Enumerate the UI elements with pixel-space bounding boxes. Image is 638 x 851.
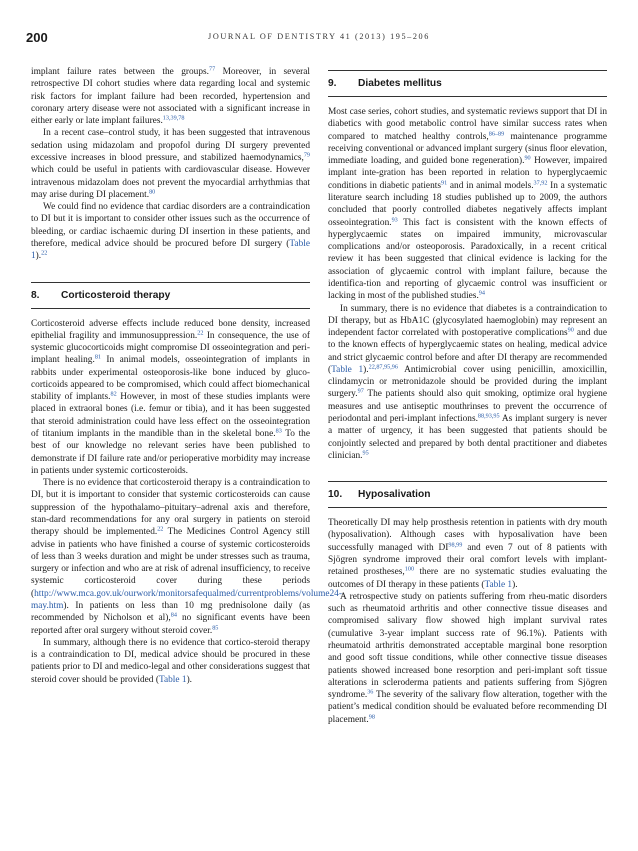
citation-ref[interactable]: 22,87,95,96 xyxy=(368,363,398,371)
inline-link[interactable]: Table 1 xyxy=(158,674,187,685)
citation-ref[interactable]: 13,39,78 xyxy=(162,114,185,122)
inline-link[interactable]: http://www.mca.gov.uk/ourwork/monitorsafequalmed/currentproblems/volume24-may.htm xyxy=(31,588,342,611)
citation-ref[interactable]: 97 xyxy=(357,387,364,395)
section-heading-9 xyxy=(328,70,607,97)
citation-ref[interactable]: 22 xyxy=(41,249,48,257)
citation-ref[interactable]: 91 xyxy=(440,179,448,187)
citation-ref[interactable]: 85 xyxy=(212,624,219,632)
left-column xyxy=(31,65,342,686)
paragraph: implant failure rates between the groups.$^{77}$ Moreover, in several retrospective DI cohort studies where data regarding local and systemic risk factors for implant failure had been recorded, hypertension and coronary artery disease were not associated with a significant increase in either early or late implant failures.$^{13,39,78}$ xyxy=(31,65,311,127)
citation-ref[interactable]: 90 xyxy=(567,326,574,334)
citation-ref[interactable]: 81 xyxy=(94,353,101,361)
paragraph: Most case series, cohort studies, and systematic reviews support that DI in diabetics with good metabolic control have similar success rates when compared to matched healthy controls,$^{86-89}$ maintenance programme receiving conventional or advanced implant surgery (sinus floor elevation, immediate loading, and guided bone regeneration).$^{90}$ However, impaired implant inte-gration has been reported in relation to hyperglycaemic conditions in diabetic patients$^{91}$ and in animal models.$^{37,92}$ In a systematic literature search including 18 studies published up to 2009, the authors concluded that poorly controlled diabetes negatively affects implant osseointegration.$^{93}$ This fact is consistent with the known effects of hyperglycaemic states on impaired immunity, microvascular complications and/or osteoporosis. Paradoxically, in a recent critical review it has been suggested that clinical evidence is lacking for the association of glycaemic control with implant failure, because the identifica-tion and reporting of glycaemic control was insufficient or lacking in most of the published studies.$^{94}$ xyxy=(328,107,608,302)
citation-ref[interactable]: 98,99 xyxy=(448,541,463,549)
section-title: Corticosteroid therapy xyxy=(61,289,171,301)
citation-ref[interactable]: 83 xyxy=(275,427,282,435)
citation-ref[interactable]: 98 xyxy=(368,713,375,721)
paragraph: We could find no evidence that cardiac disorders are a contraindication to DI but it is important to consider other issues such as the occurrence of bleeding, or cardiac ischaemic during DI insertion in these patients, and therefore, medical advice should be procured before DI surgery (Table 1).$^{22}$ xyxy=(31,202,310,262)
citation-ref[interactable]: 37,92 xyxy=(533,179,548,187)
inline-link[interactable]: Table 1 xyxy=(31,238,310,262)
citation-ref[interactable]: 79 xyxy=(303,151,310,159)
section-heading-8 xyxy=(31,282,310,309)
section-title: Diabetes mellitus xyxy=(358,78,442,89)
citation-ref[interactable]: 22 xyxy=(157,525,164,533)
citation-ref[interactable]: 86–89 xyxy=(488,130,505,138)
paragraph: In summary, there is no evidence that diabetes is a contraindication to DI therapy, but as HbA1C (glycosylated haemoglobin) may represent an independent factor correlated with postoperative complications$^{90}$ and due to the known effects of hyperglycaemic states on healing, medical advice and strict glycaemic control before and after DI therapy are recommended (Table 1).$^{22,87,95,96}$ Antimicrobial cover using penicillin, amoxicillin, clindamycin or metronidazole should be provided during the implant surgery.$^{97}$ The patients should also quit smoking, optimize oral hygiene measures and use antiseptic mouthrinses to prevent the occurrence of periodontal and peri-implant infections.$^{88,93,95}$ As implant surgery is never a matter of urgency, it has been suggested that patients should be conjointly selected and prepared by both dental practitioner and diabetes clinician.$^{95}$ xyxy=(328,303,607,461)
page-number: 200 xyxy=(26,30,48,45)
citation-ref[interactable]: 80 xyxy=(149,188,156,196)
citation-ref[interactable]: 90 xyxy=(524,154,531,162)
paragraph: A retrospective study on patients suffering from rheu-matic disorders such as rheumatoid arthritis and other connective tissue diseases and compromised salivary flow showed high implant survival rates (cumulative 3-year implant success rate of 96.1%). Patients with rheumatoid arthritis demonstrated acceptable marginal bone resorption and good soft tissue conditions, while other connective tissue diseases patients showed increased bone resorption and peri-implant soft tissue alterations in scleroderma patients and patients suffering from Sjögren syndrome.$^{36}$ The severity of the salivary flow alteration, together with the patient’s medical condition should be evaluated before recommending DI placement.$^{98}$ xyxy=(328,591,607,725)
citation-ref[interactable]: 100 xyxy=(404,565,415,573)
paragraph: Theoretically DI may help prosthesis retention in patients with dry mouth (hyposalivation). Although cases with hyposalivation have been successfully managed with DI$^{98,99}$ and even 7 out of 8 patients with Sjögren syndrome improved their oral comfort levels with implant-retained prostheses,$^{100}$ there are no systematic studies evaluating the outcomes of DI therapy in these patients (Table 1). xyxy=(328,518,608,590)
citation-ref[interactable]: 88,93,95 xyxy=(477,412,500,420)
section-heading-10 xyxy=(328,481,607,508)
paragraph: Corticosteroid adverse effects include reduced bone density, increased epithelial fragility and immunosuppression.$^{22}$ In consequence, the use of systemic glucocorticoids might compromise DI osseointegration and peri-implant healing.$^{81}$ In animal models, osseointegration of implants in rabbits under experimental osteoporosis-like bone induced by gluco-corticoids appeared to be compromised, which could affect biomechanical stability of implants.$^{82}$ However, in most of these studies implants were placed in extraoral bones (i.e. femur or tibia), and it has been suggested that steroid administration could have less effect on the osseointegration of titanium implants in the mandible than in the skeletal bone.$^{83}$ To the best of our knowledge no relevant series have been published to demonstrate if DI failure rate and/or perioperative morbidity may increase in patients under systemic corticosteroids. xyxy=(31,318,311,476)
inline-link[interactable]: Table 1 xyxy=(331,364,364,375)
section-title: Hyposalivation xyxy=(358,489,431,501)
citation-ref[interactable]: 95 xyxy=(362,449,369,457)
citation-ref[interactable]: 93 xyxy=(391,216,398,224)
section-number: 8. xyxy=(31,289,40,301)
citation-ref[interactable]: 94 xyxy=(478,289,485,297)
paragraph: There is no evidence that corticosteroid therapy is a contraindication to DI, but it is important to consider that systemic corticosteroids can cause suppression of the hypothalamo–pituitary–adrenal axis and therefore, stan-dard recommendations for any oral surgery in patients on steroid therapy should be implemented.$^{22}$ The Medicines Control Agency still advise in patients who have finished a course of systemic corticosteroids of less than 3 weeks duration and might be under stresses such as trauma, surgery or infection and who are at risk of adrenal insufficiency, to receive systemic corticosteroid cover during these periods (http://www.mca.gov.uk/ourwork/monitorsafequalmed/currentproblems/volume24-may.htm). In patients on less than 10 mg prednisolone daily (as recommended by Nicholson et al),$^{84}$ no significant events have been reported after oral surgery without steroid cover.$^{85}$ xyxy=(31,478,342,636)
paragraph: In a recent case–control study, it has been suggested that intravenous sedation using midazolam and propofol during DI surgery prevented excessive increases in blood pressure, and stabilized haemodynamics,$^{79}$ which could be useful in patients with cardiovascular disease. However intravenous midazolam does not prevent the myocardial arrhythmias that may arise during DI placement.$^{80}$ xyxy=(31,128,310,200)
paragraph: In summary, although there is no evidence that cortico-steroid therapy is a contraindication to DI, medical advice should be procured in these patients prior to DI and medico-legal and other considerations suggest that steroid cover should be provided (Table 1). xyxy=(31,637,310,685)
page-header xyxy=(26,30,612,46)
citation-ref[interactable]: 36 xyxy=(367,688,374,696)
citation-ref[interactable]: 22 xyxy=(197,329,204,337)
right-column xyxy=(328,66,607,726)
journal-running-title: JOURNAL OF DENTISTRY 41 (2013) 195–206 xyxy=(208,32,430,41)
section-number: 10. xyxy=(328,489,343,501)
inline-link[interactable]: Table 1 xyxy=(484,579,513,590)
citation-ref[interactable]: 82 xyxy=(110,390,117,398)
citation-ref[interactable]: 77 xyxy=(209,65,216,73)
citation-ref[interactable]: 84 xyxy=(170,611,177,619)
section-number: 9. xyxy=(328,78,337,89)
